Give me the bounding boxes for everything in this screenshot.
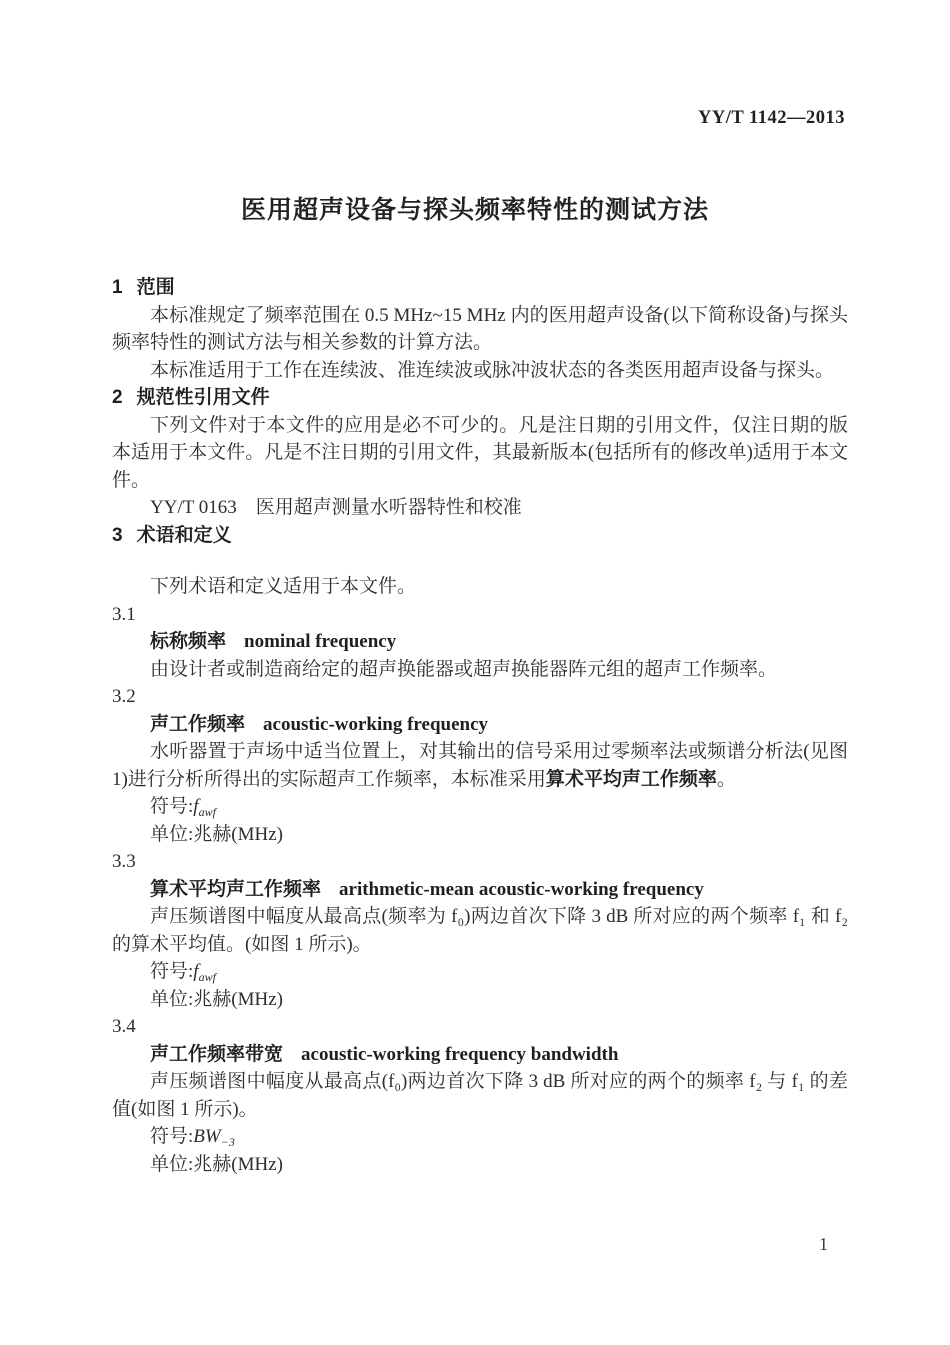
symbol-label: 符号:	[150, 1126, 194, 1147]
term-en: acoustic-working frequency bandwidth	[301, 1043, 619, 1065]
section-number: 2	[112, 387, 123, 408]
symbol-subscript: awf	[198, 970, 216, 984]
symbol-variable: f	[193, 796, 199, 817]
doc-title: 医用超声设备与探头频率特性的测试方法	[240, 196, 709, 224]
section-1-heading	[112, 274, 848, 302]
term-heading-3-4	[112, 1041, 848, 1069]
term-en: nominal frequency	[244, 631, 397, 652]
section-2-heading	[112, 384, 848, 412]
paragraph-scope-2: 本标准适用于工作在连续波、准连续波或脉冲波状态的各类医用超声设备与探头。	[150, 359, 835, 381]
doc-code: YY/T 1142—2013	[698, 108, 845, 128]
term-en: acoustic-working frequency	[263, 713, 489, 735]
clause-number-3-3: 3.3	[112, 851, 136, 872]
symbol-subscript: −3	[220, 1135, 235, 1149]
section-title: 规范性引用文件	[136, 387, 270, 408]
term-definition-3-3: 声压频谱图中幅度从最高点(频率为 f₀)两边首次下降 3 dB 所对应的两个频率 f₁ 和 f₂ 的算术平均值。(如图 1 所示)。	[112, 906, 848, 955]
section-number: 3	[112, 524, 123, 546]
page-number: 1	[819, 1234, 828, 1254]
term-heading-3-2	[112, 711, 848, 739]
term-definition-3-1: 由设计者或制造商给定的超声换能器或超声换能器阵元组的超声工作频率。	[150, 658, 778, 680]
terms-intro: 下列术语和定义适用于本文件。	[150, 576, 417, 597]
paragraph-scope-1: 本标准规定了频率范围在 0.5 MHz~15 MHz 内的医用超声设备(以下简称设备)与探头频率特性的测试方法与相关参数的计算方法。	[112, 304, 848, 353]
text-run: 。	[716, 768, 736, 790]
term-zh: 声工作频率	[150, 713, 246, 735]
unit-line-3-4: 单位:兆赫(MHz)	[150, 1153, 283, 1175]
clause-number-3-1: 3.1	[112, 603, 136, 625]
section-number: 1	[112, 277, 123, 298]
symbol-variable: f	[193, 961, 199, 982]
term-zh: 算术平均声工作频率	[150, 878, 322, 900]
symbol-label: 符号:	[150, 961, 194, 982]
section-3-heading	[112, 522, 848, 550]
symbol-label: 符号:	[150, 796, 194, 817]
emphasized-term: 算术平均声工作频率	[545, 768, 717, 790]
symbol-variable: BW	[193, 1126, 221, 1147]
symbol-subscript: awf	[198, 805, 216, 819]
paragraph-normative-refs: 下列文件对于本文件的应用是必不可少的。凡是注日期的引用文件，仅注日期的版本适用于本文件。凡是不注日期的引用文件，其最新版本(包括所有的修改单)适用于本文件。	[112, 414, 848, 491]
term-heading-3-3	[112, 876, 848, 904]
term-zh: 声工作频率带宽	[150, 1043, 284, 1065]
term-definition-3-4: 声压频谱图中幅度从最高点(f₀)两边首次下降 3 dB 所对应的两个的频率 f₂ 与 f₁ 的差值(如图 1 所示)。	[112, 1071, 848, 1120]
term-zh: 标称频率	[150, 631, 227, 652]
doc-body	[112, 274, 848, 1178]
term-definition-3-2	[112, 738, 848, 793]
symbol-line-3-2	[112, 793, 848, 821]
symbol-line-3-4	[112, 1123, 848, 1151]
unit-line-3-3: 单位:兆赫(MHz)	[150, 988, 283, 1010]
clause-number-3-4: 3.4	[112, 1016, 136, 1037]
clause-number-3-2: 3.2	[112, 686, 136, 707]
reference-entry: YY/T 0163 医用超声测量水听器特性和校准	[150, 497, 522, 518]
text-run: 水听器置于声场中适当位置上，对其输出的信号采用过零频率法或频谱分析法(见图 1)进行分析所得出的实际超声工作频率，本标准采用	[112, 741, 848, 790]
section-title: 术语和定义	[136, 524, 232, 546]
symbol-line-3-3	[112, 958, 848, 986]
term-en: arithmetic-mean acoustic-working frequency	[339, 878, 704, 900]
unit-line-3-2: 单位:兆赫(MHz)	[150, 823, 283, 845]
section-title: 范围	[136, 277, 175, 298]
term-heading-3-1	[112, 628, 848, 656]
